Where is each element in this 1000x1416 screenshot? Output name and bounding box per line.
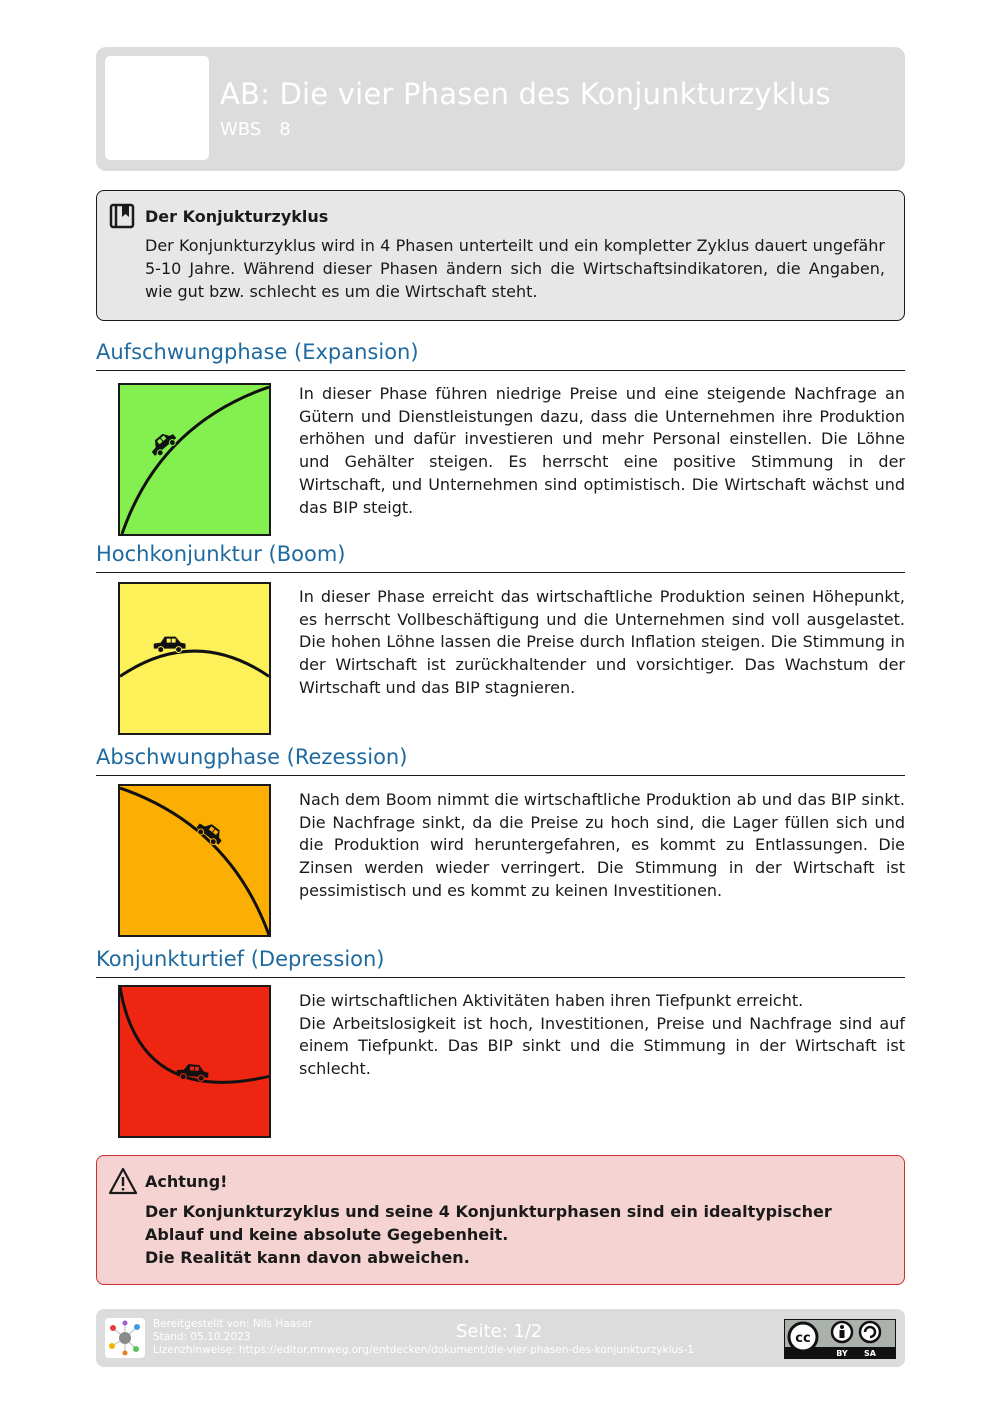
recession-text: Nach dem Boom nimmt die wirtschaftliche Produktion ab und das BIP sinkt. Die Nachfrage sinkt, da die Preise zu hoch sind, die Lager füllen sich und die Produktion wird heruntergefahren, es kommt zu Entlassungen. Die Zinsen werden wieder verringert. Die Stimmung in der Wirtschaft ist pessimistisch und es kommt zu keinen Investitionen. — [299, 790, 905, 900]
footer-license: Lizenzhinweise: https://editor.mnweg.org/entdecken/dokument/die-vier-phasen-des-konjunkturzyklus-1 — [153, 1344, 695, 1356]
recession-image — [118, 784, 271, 937]
footer-meta — [153, 1318, 694, 1357]
cc-by-sa-badge-icon — [784, 1319, 896, 1359]
depression-text — [299, 990, 905, 1081]
section-title-depression: Konjunkturtief (Depression) — [96, 947, 905, 978]
section-title-boom: Hochkonjunktur (Boom) — [96, 542, 905, 573]
warning-triangle-icon — [108, 1167, 138, 1195]
warning-line-1: Der Konjunkturzyklus und seine 4 Konjunkturphasen sind ein idealtypischer Ablauf und keine absolute Gegebenheit. — [145, 1202, 832, 1244]
worksheet-header — [96, 47, 905, 171]
car-uphill-icon — [120, 385, 269, 534]
grade-label: 8 — [279, 119, 291, 140]
section-title-expansion: Aufschwungphase (Expansion) — [96, 340, 905, 371]
depression-image — [118, 985, 271, 1138]
warning-box — [96, 1155, 905, 1285]
svg-text:cc: cc — [795, 1331, 811, 1346]
warning-line-2: Die Realität kann davon abweichen. — [145, 1248, 470, 1267]
warning-title: Achtung! — [145, 1172, 228, 1191]
info-box — [96, 190, 905, 321]
boom-text: In dieser Phase erreicht das wirtschaftliche Produktion seinen Höhepunkt, es herrscht Vollbeschäftigung und die Unternehmen sind voll ausgelastet. Die hohen Löhne lassen die Preise durch Inflation steigen. Die Stimmung in der Wirtschaft ist zurückhaltender und vorsichtiger. Das Wachstum der Wirtschaft und das BIP stagnieren. — [299, 587, 905, 697]
network-logo-icon — [105, 1318, 145, 1358]
info-box-title: Der Konjukturzyklus — [145, 207, 329, 226]
section-title-recession: Abschwungphase (Rezession) — [96, 745, 905, 776]
car-downhill-icon — [120, 786, 269, 935]
page-footer — [96, 1309, 905, 1367]
expansion-image — [118, 383, 271, 536]
car-valley-icon — [120, 987, 269, 1136]
logo-placeholder — [105, 56, 209, 160]
car-peak-icon — [120, 584, 269, 733]
bookmark-book-icon — [109, 203, 135, 229]
warning-text — [145, 1200, 890, 1269]
depression-text-line-1: Die wirtschaftlichen Aktivitäten haben ihren Tiefpunkt erreicht. — [299, 991, 804, 1010]
subject-label: WBS — [220, 119, 262, 140]
boom-image — [118, 582, 271, 735]
expansion-text: In dieser Phase führen niedrige Preise und eine steigende Nachfrage an Gütern und Dienstleistungen dazu, dass die Unternehmen ihre Produktion erhöhen und dafür investieren und mehr Personal einstellen. Die Löhne und Gehälter steigen. Es herrscht eine positive Stimmung in der Wirtschaft, und Unternehmen sind optimistisch. Die Wirtschaft wächst und das BIP steigt. — [299, 384, 905, 517]
footer-date: Stand: 05.10.2023 — [153, 1331, 251, 1343]
page-number: Seite: 1/2 — [456, 1321, 543, 1342]
cc-sa-label: SA — [864, 1349, 876, 1358]
cc-by-label: BY — [836, 1349, 848, 1358]
depression-text-line-2: Die Arbeitslosigkeit ist hoch, Investitionen, Preise und Nachfrage sind auf einem Tiefpunkt. Das BIP sinkt und die Stimmung in der Wirtschaft ist schlecht. — [299, 1013, 905, 1079]
page-title: AB: Die vier Phasen des Konjunkturzyklus — [220, 77, 831, 111]
subtitle — [220, 119, 309, 140]
footer-provided-by: Bereitgestellt von: Nils Haaser — [153, 1318, 313, 1330]
info-box-text: Der Konjunkturzyklus wird in 4 Phasen unterteilt und ein kompletter Zyklus dauert ungefähr 5-10 Jahre. Während dieser Phasen ändern sich die Wirtschaftsindikatoren, die Angaben, wie gut bzw. schlecht es um die Wirtschaft steht. — [145, 236, 885, 301]
